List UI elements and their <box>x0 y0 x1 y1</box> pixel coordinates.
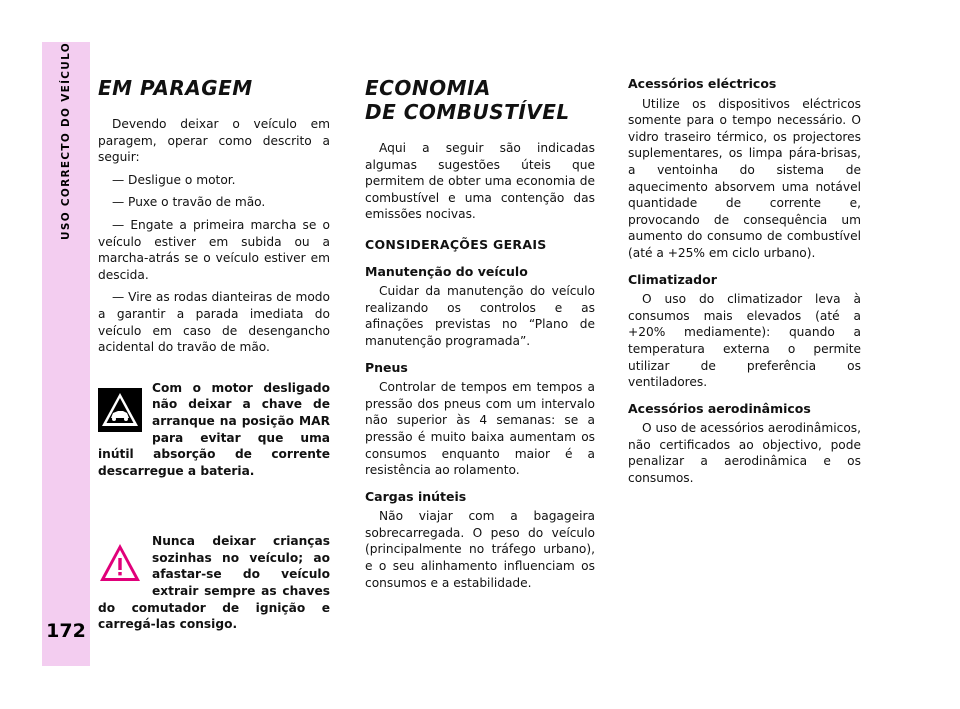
danger-triangle-icon <box>98 541 142 585</box>
section-text: Utilize os dispositivos eléctricos somente para o tempo necessário. O vidro traseiro térmico, os projectores suplementares, os limpa pára-brisas, a ventoinha do sistema de aquecimento absorvem uma notável quantidade de corrente e, provocando de consequência um aumento do consumo de combustível (até a +25% em ciclo urbano). <box>628 96 861 260</box>
section-text: O uso de acessórios aerodinâmicos, não certificados ao objectivo, pode penalizar a aerodinâmica e os consumos. <box>628 421 861 486</box>
fuel-intro: Aqui a seguir são indicadas algumas sugestões úteis que permitem de obter uma economia de combustível e uma contenção das emissões nocivas. <box>365 141 595 222</box>
section-title: USO CORRECTO DO VEÍCULO <box>60 42 72 240</box>
section-title: Cargas inúteis <box>365 488 467 504</box>
column-parking <box>98 76 330 633</box>
section-title: Manutenção do veículo <box>365 263 528 279</box>
section-title: Acessórios eléctricos <box>628 76 777 91</box>
sidebar-strip <box>42 42 90 666</box>
children-warning: Nunca deixar crianças sozinhas no veículo; ao afastar-se do veículo extrair sempre as chaves do comutador de ignição e carregá-las consigo. <box>98 534 330 632</box>
parking-step: — Desligue o motor. <box>112 172 236 187</box>
parking-intro: Devendo deixar o veículo em paragem, operar como descrito a seguir: <box>98 117 330 165</box>
parking-step: — Engate a primeira marcha se o veículo estiver em subida ou a marcha-atrás se o veículo estiver em descida. <box>98 217 330 282</box>
parking-step: — Puxe o travão de mão. <box>112 195 266 210</box>
section-text: Cuidar da manutenção do veículo realizando os controlos e as afinações previstas no “Plano de manutenção programada”. <box>365 284 595 348</box>
column-accessories <box>628 76 861 493</box>
parking-step: — Vire as rodas dianteiras de modo a garantir a parada imediata do veículo em caso de desengancho acidental do travão de mão. <box>98 290 330 355</box>
section-title: Pneus <box>365 359 408 375</box>
section-text: Controlar de tempos em tempos a pressão dos pneus com um intervalo não superior às 4 semanas: se a pressão é muito baixa aumentam os consumos enquanto maior é a resistência ao rolamento. <box>365 380 595 478</box>
section-title: Climatizador <box>628 271 717 287</box>
section-text: O uso do climatizador leva à consumos mais elevados (até a +20% mediamente): quando a temperatura externa o permite utilizar de preferência os ventiladores. <box>628 292 861 390</box>
general-heading: CONSIDERAÇÕES GERAIS <box>365 236 547 252</box>
heading-parking: EM PARAGEM <box>98 76 253 100</box>
battery-warning: Com o motor desligado não deixar a chave de arranque na posição MAR para evitar que uma inútil absorção de corrente descarregue a bateria. <box>98 380 330 478</box>
page-number: 172 <box>46 620 86 642</box>
car-warning-icon <box>98 388 142 432</box>
heading-fuel-economy: ECONOMIA DE COMBUSTÍVEL <box>365 76 570 124</box>
section-text: Não viajar com a bagageira sobrecarregada. O peso do veículo (principalmente no tráfego urbano), e o seu alinhamento influenciam os consumos e a estabilidade. <box>365 509 595 590</box>
column-fuel-economy <box>365 76 595 597</box>
section-title: Acessórios aerodinâmicos <box>628 400 811 416</box>
